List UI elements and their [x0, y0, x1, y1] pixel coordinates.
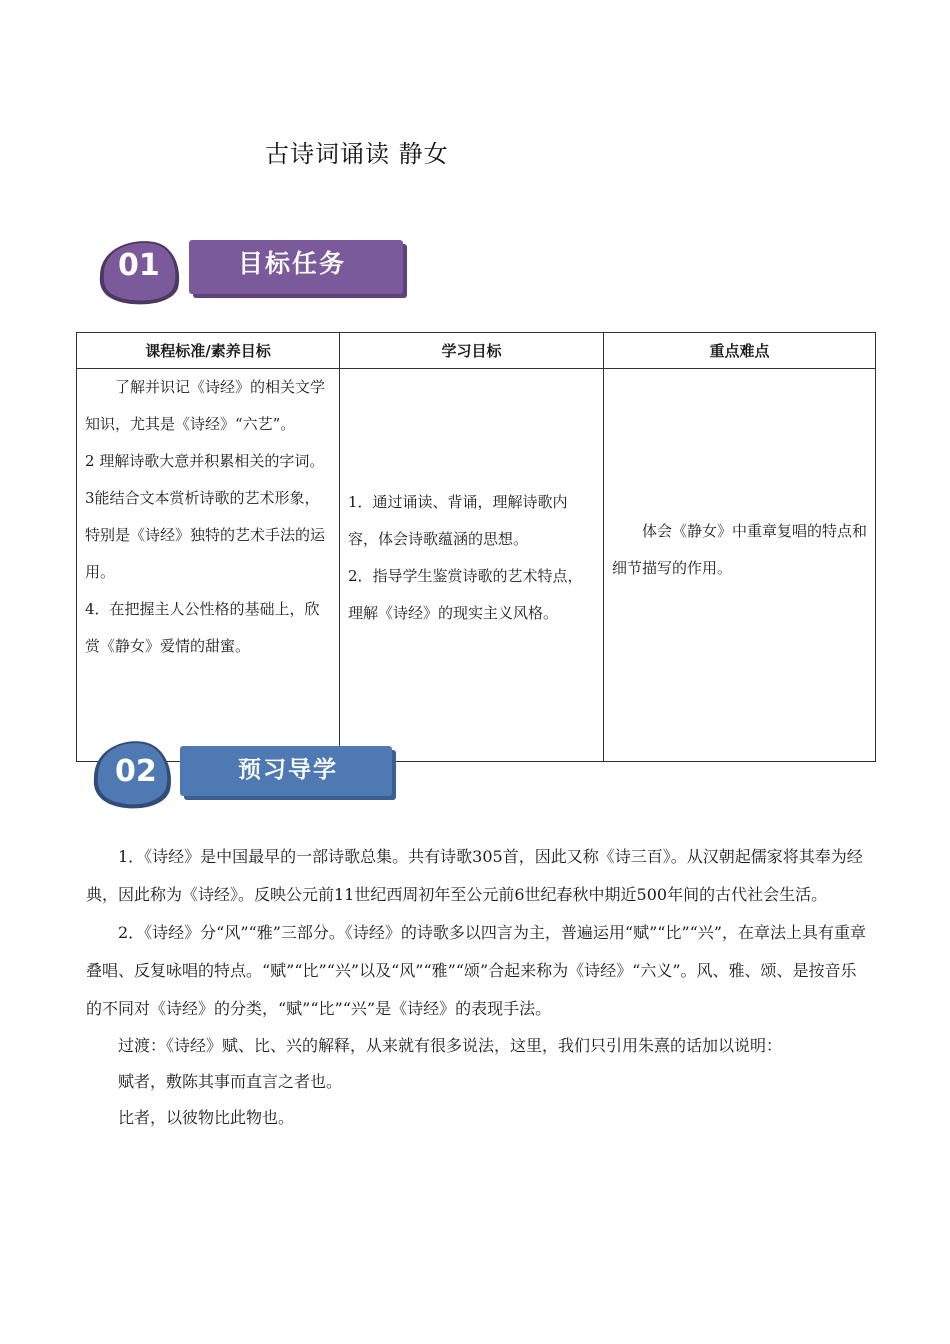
table-header: 重点难点: [604, 333, 876, 369]
page-title: 古诗词诵读 静女: [265, 140, 449, 168]
standard-item: 4．在把握主人公性格的基础上，欣赏《静女》爱情的甜蜜。: [85, 600, 320, 655]
standards-cell: [77, 369, 340, 762]
key-point-text: 体会《静女》中重章复唱的特点和细节描写的作用。: [612, 522, 868, 577]
paragraph: 赋者，敷陈其事而直言之者也。: [118, 1072, 343, 1091]
standard-item: 3能结合文本赏析诗歌的艺术形象，特别是《诗经》独特的艺术手法的运用。: [85, 489, 326, 581]
section-number: 01: [118, 248, 160, 283]
section-number: 02: [115, 754, 157, 789]
key-points-cell: [604, 369, 876, 762]
standard-item: 了解并识记《诗经》的相关文学知识，尤其是《诗经》“六艺”。: [85, 378, 326, 433]
section-banner-preview: [88, 728, 408, 814]
goal-item: 2．指导学生鉴赏诗歌的艺术特点，理解《诗经》的现实主义风格。: [348, 567, 583, 622]
paragraph: 比者，以彼物比此物也。: [118, 1108, 295, 1127]
section-label: 预习导学: [238, 757, 338, 783]
section-label: 目标任务: [238, 249, 347, 278]
preview-content: [86, 838, 866, 1136]
goal-item: 1．通过诵读、背诵，理解诗歌内容，体会诗歌蕴涵的思想。: [348, 493, 568, 548]
learning-goals-cell: [340, 369, 604, 762]
goals-table: [76, 332, 876, 762]
table-header: 学习目标: [340, 333, 604, 369]
table-header-row: [77, 333, 876, 369]
paragraph: 2．《诗经》分“风”“雅”三部分。《诗经》的诗歌多以四言为主，普遍运用“赋”“比”“兴”，在章法上具有重章叠唱、反复咏唱的特点。“赋”“比”“兴”以及“风”“雅”“颂”合起来称为《诗经》“六义”。风、雅、颂、是按音乐的不同对《诗经》的分类，“赋”“比”“兴”是《诗经》的表现手法。: [86, 923, 866, 1018]
table-header: 课程标准/素养目标: [77, 333, 340, 369]
table-row: [77, 369, 876, 762]
standard-item: 2 理解诗歌大意并积累相关的字词。: [85, 452, 325, 470]
paragraph: 1．《诗经》是中国最早的一部诗歌总集。共有诗歌305首，因此又称《诗三百》。从汉朝起儒家将其奉为经典，因此称为《诗经》。反映公元前11世纪西周初年至公元前6世纪春秋中期近500年间的古代社会生活。: [86, 847, 863, 904]
paragraph: 过渡：《诗经》赋、比、兴的解释，从来就有很多说法，这里，我们只引用朱熹的话加以说明：: [118, 1036, 783, 1055]
section-banner-goals: [92, 236, 412, 308]
